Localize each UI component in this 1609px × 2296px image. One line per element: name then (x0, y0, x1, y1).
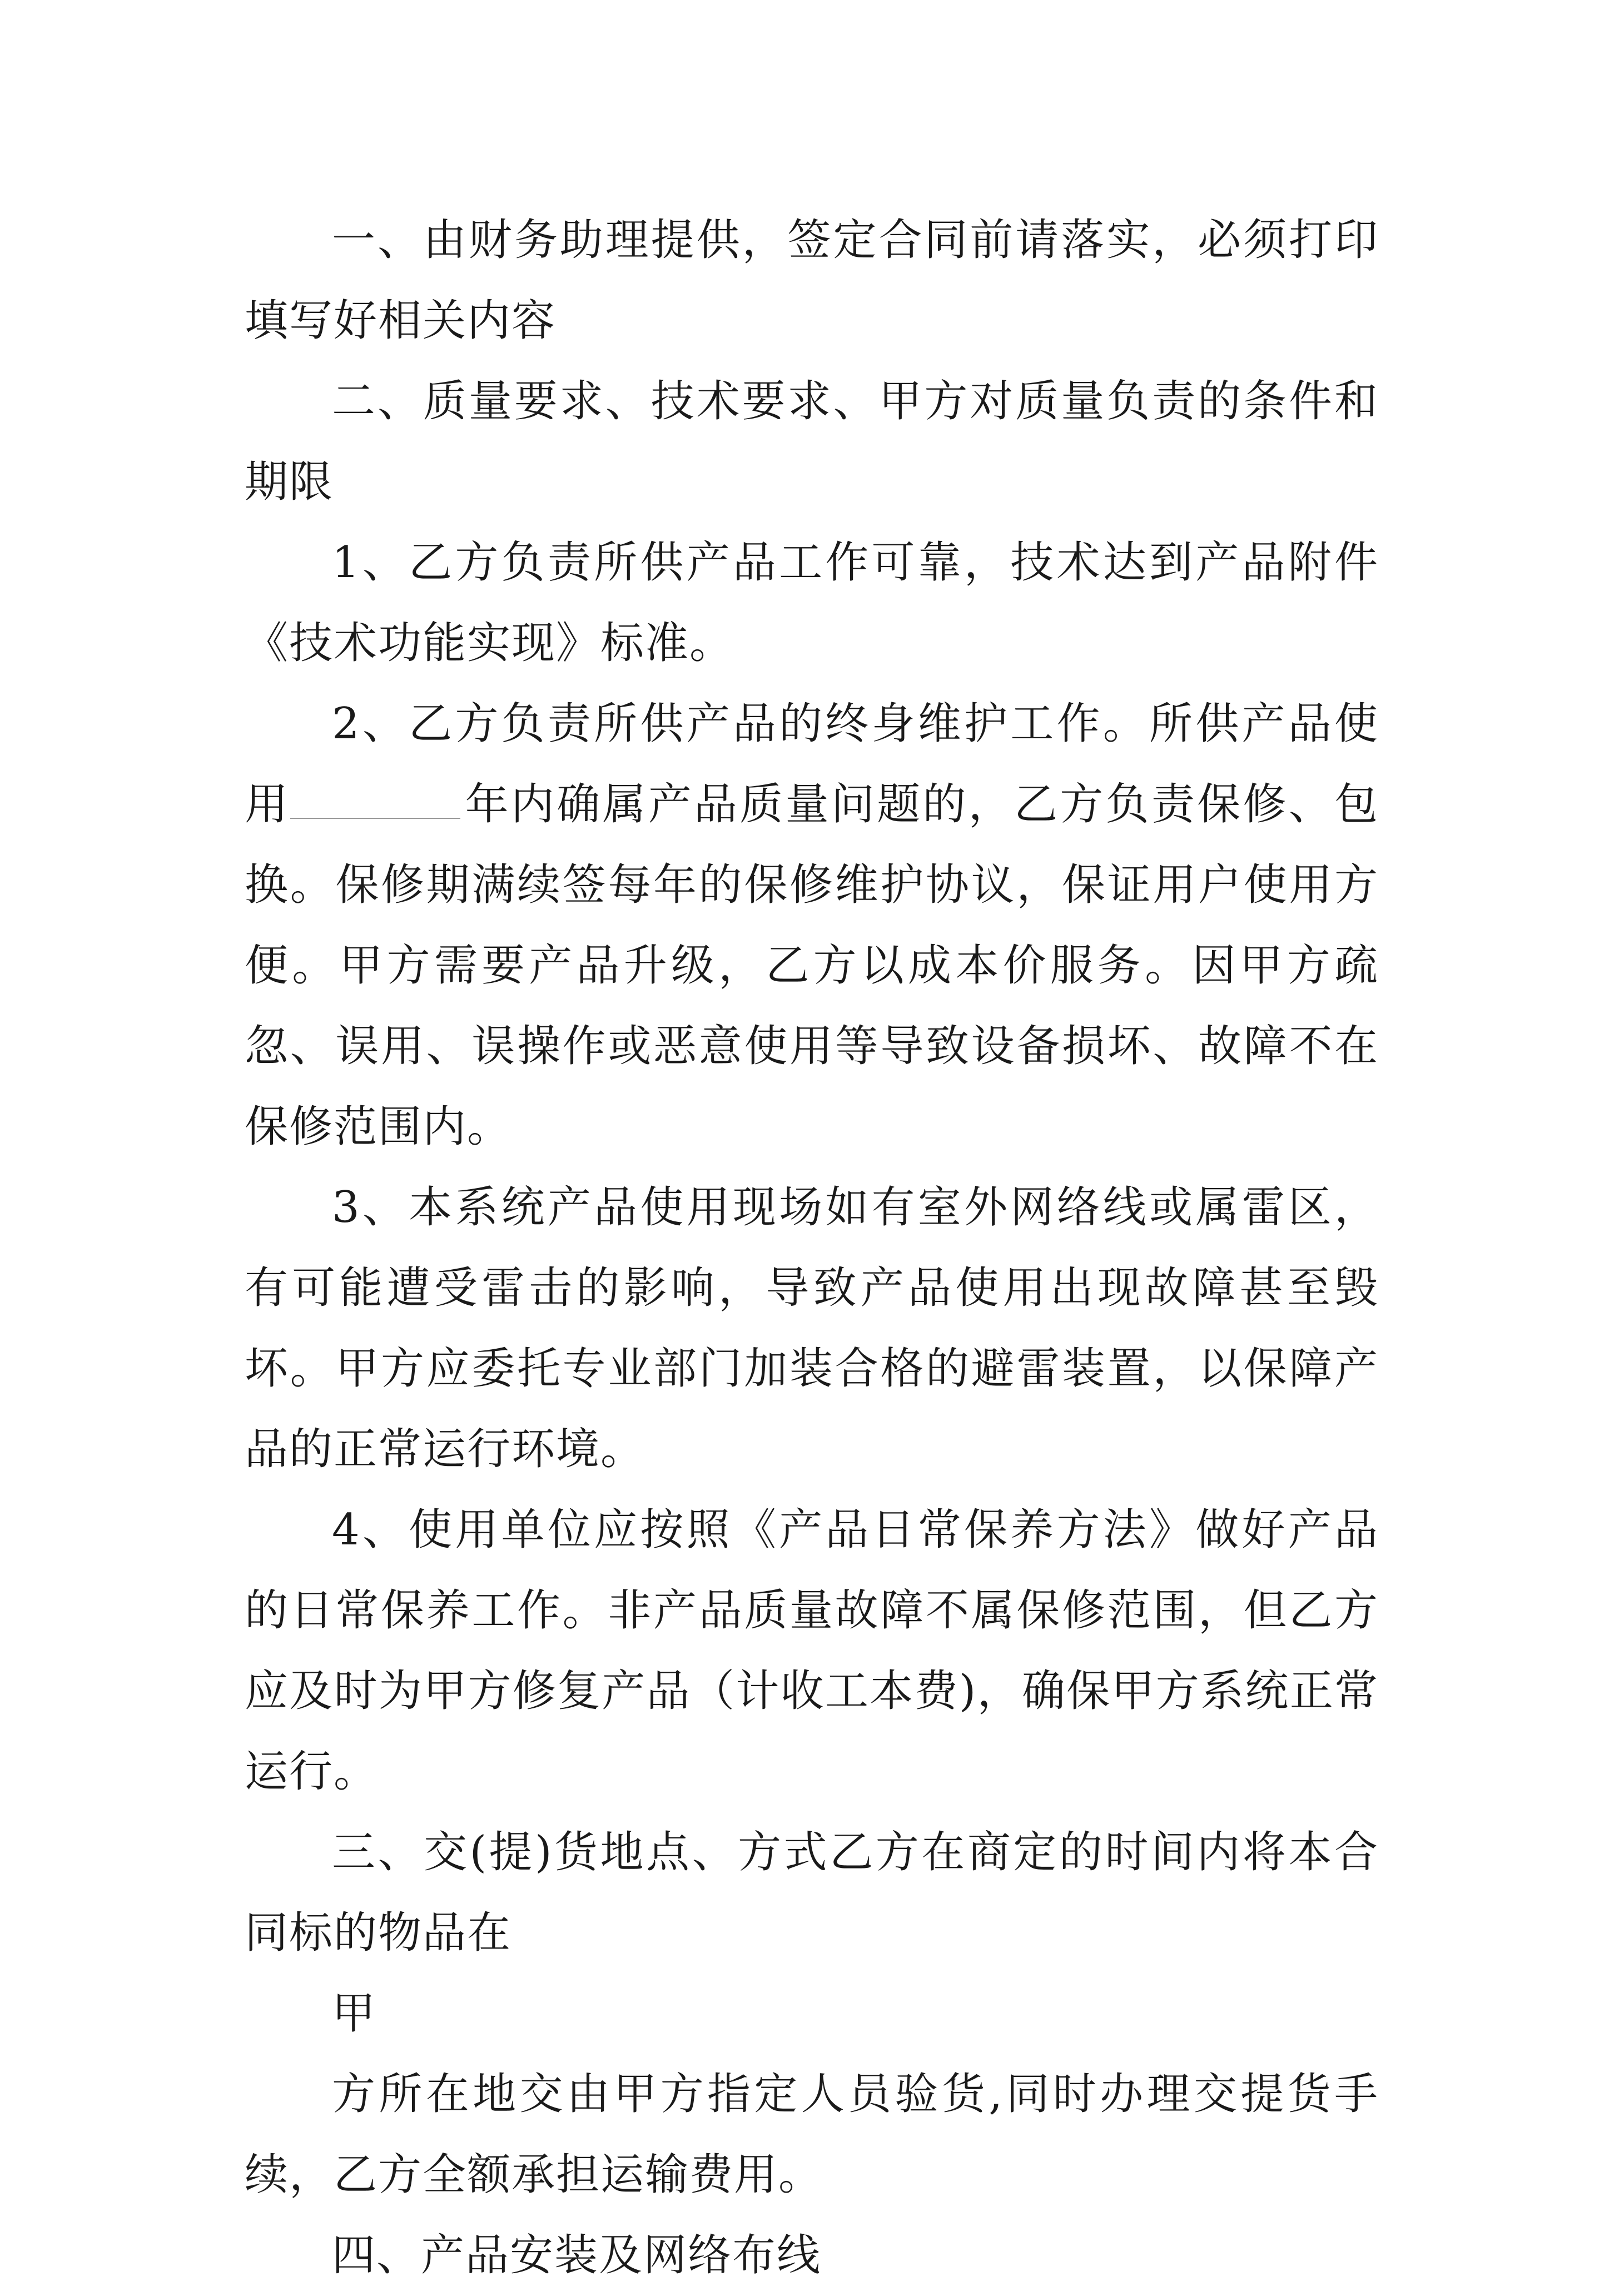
paragraph-section-four: 四、产品安装及网络布线 (332, 2230, 822, 2280)
paragraph-item-3: 3、本系统产品使用现场如有室外网络线或属雷区，有可能遭受雷击的影响，导致产品使用出现故障甚至毁坏。甲方应委托专业部门加装合格的避雷装置，以保障产品的正常运行环境。 (245, 1182, 1379, 1474)
paragraph-section-one: 一、由财务助理提供，签定合同前请落实，必须打印填写好相关内容 (245, 215, 1379, 346)
paragraph-item-2 (245, 684, 1379, 1167)
paragraph-delivery: 方所在地交由甲方指定人员验货,同时办理交提货手续，乙方全额承担运输费用。 (245, 2069, 1379, 2200)
paragraph-section-two: 二、质量要求、技术要求、甲方对质量负责的条件和期限 (245, 376, 1379, 507)
paragraph-item-4: 4、使用单位应按照《产品日常保养方法》做好产品的日常保养工作。非产品质量故障不属保修范围，但乙方应及时为甲方修复产品（计收工本费)，确保甲方系统正常运行。 (245, 1505, 1379, 1797)
paragraph-item-1: 1、乙方负责所供产品工作可靠，技术达到产品附件《技术功能实现》标准。 (245, 538, 1379, 668)
item-2-text-start: 2、乙方负责所供产品的终身维护工作。所供产品使用 (245, 699, 1379, 829)
blank-fill-line (290, 816, 460, 819)
paragraph-section-three: 三、交(提)货地点、方式乙方在商定的时间内将本合同标的物品在 (245, 1827, 1379, 1958)
paragraph-party-a: 甲 (332, 1989, 377, 2039)
document-page (245, 200, 1379, 2296)
item-2-text-end: 年内确属产品质量问题的，乙方负责保修、包换。保修期满续签每年的保修维护协议，保证用户使用方便。甲方需要产品升级，乙方以成本价服务。因甲方疏忽、误用、误操作或恶意使用等导致设备损坏、故障不在保修范围内。 (245, 779, 1379, 1152)
